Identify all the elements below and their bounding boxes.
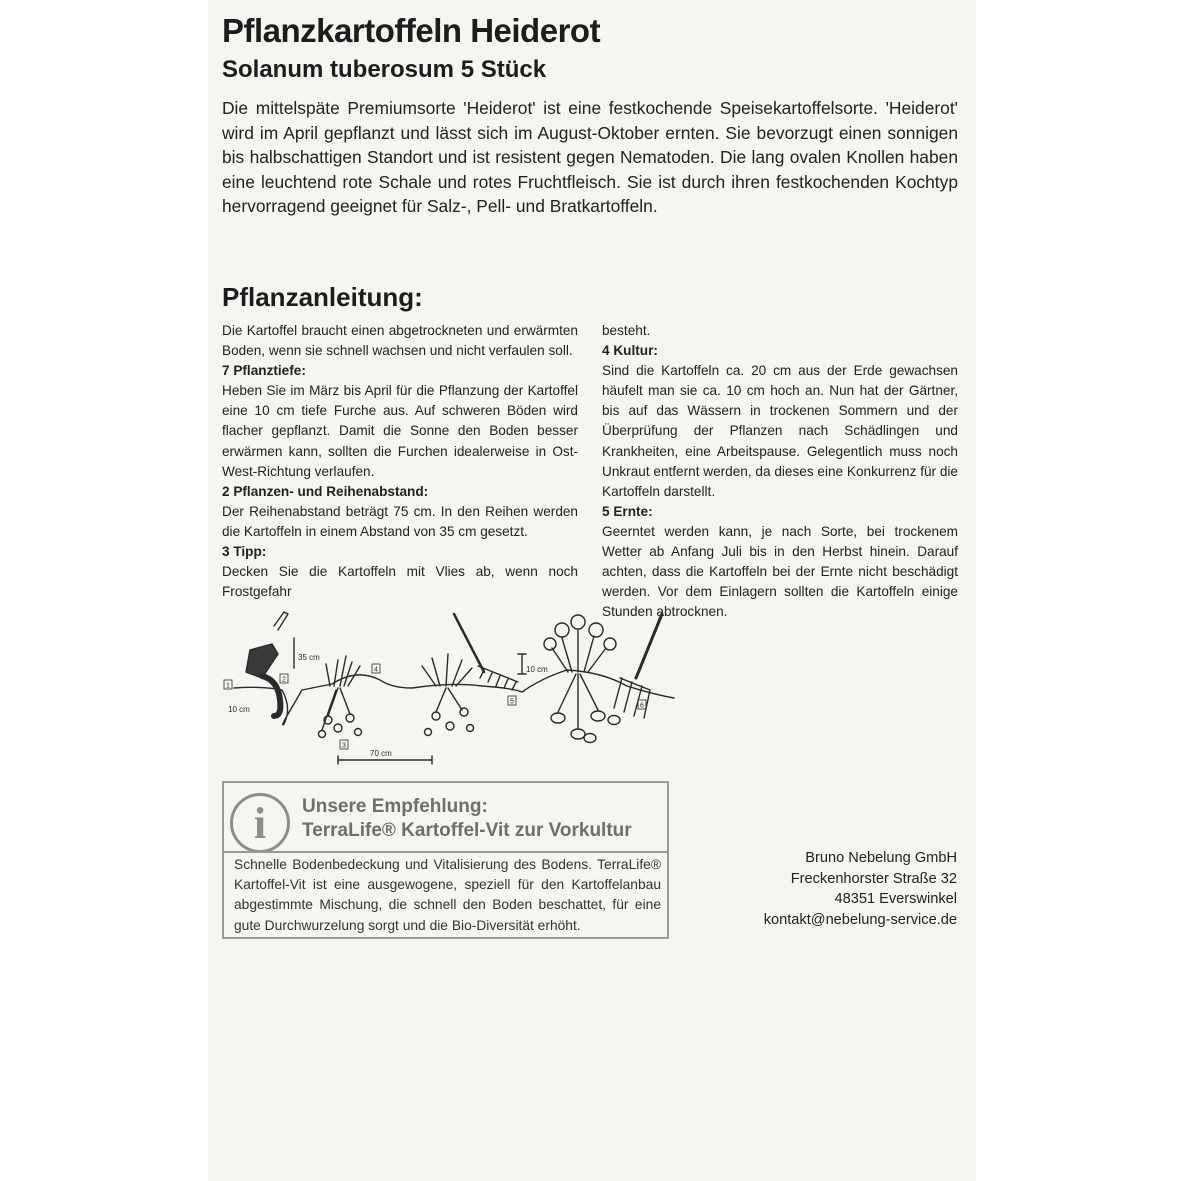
dimension-label-10cm-left: 10 cm — [228, 705, 250, 714]
recommendation-heading: Unsere Empfehlung: — [302, 796, 488, 817]
section-text-tipp-part2: besteht. — [602, 323, 651, 338]
company-name: Bruno Nebelung GmbH — [805, 850, 957, 866]
planting-illustration — [222, 608, 682, 776]
step-marker-2: 2 — [282, 676, 286, 684]
section-text-kultur: Sind die Kartoffeln ca. 20 cm aus der Erde gewachsen häufelt man sie ca. 10 cm hoch an. Nun hat der Gärtner, bis auf das Wässern in trockenen Sommern und der Überprüfung der Pflanzen nach Schädlingen und Krankheiten, eine Arbeitspause. Gelegentlich muss noch Unkraut entfernt werden, da dieses eine Konkurrenz für die Kartoffeln darstellt. — [602, 363, 958, 499]
step-marker-5: 5 — [510, 698, 514, 706]
dimension-label-70cm: 70 cm — [370, 749, 392, 758]
step-marker-3: 3 — [342, 742, 346, 750]
recommendation-divider — [224, 851, 667, 853]
section-text-abstand: Der Reihenabstand beträgt 75 cm. In den Reihen werden die Kartoffeln in einem Abstand von 35 cm gesetzt. — [222, 503, 578, 539]
company-street: Freckenhorster Straße 32 — [790, 870, 957, 887]
section-heading-tipp: 3 Tipp: — [222, 544, 267, 560]
product-title: Pflanzkartoffeln Heiderot — [222, 12, 601, 49]
section-heading-pflanztiefe: 7 Pflanztiefe: — [222, 363, 306, 379]
recommendation-text: Schnelle Bodenbedeckung und Vitalisierung des Bodens. TerraLife® Kartoffel-Vit ist eine ausgewogene, speziell für den Kartoffelanbau abgestimmte Mischung, die schnell den Boden beschattet, für eine gute Durchwurzelung sorgt und die Bio-Diversität erhöht. — [234, 857, 661, 933]
section-heading-abstand: 2 Pflanzen- und Reihenabstand: — [222, 483, 429, 499]
section-text-pflanztiefe: Heben Sie im März bis April für die Pflanzung der Kartoffel eine 10 cm tiefe Furche aus. Auf schweren Böden wird flacher gepflanzt. Damit die Sonne den Boden besser erwärmen kann, sollten die Furchen idealerweise in Ost-West-Richtung verlaufen. — [222, 383, 578, 479]
instructions-column-left — [222, 321, 578, 602]
section-heading-kultur: 4 Kultur: — [602, 343, 658, 359]
product-description: Die mittelspäte Premiumsorte 'Heiderot' ist eine festkochende Speisekartoffelsorte. 'Heiderot' wird im April gepflanzt und lässt sich im August-Oktober ernten. Sie bevorzugt einen sonnigen bis halbschattigen Standort und ist resistent gegen Nematoden. Die lang ovalen Knollen haben eine leuchtend rote Schale und rotes Fruchtfleisch. Sie ist durch ihren festkochenden Kochtyp hervorragend geeignet für Salz-, Pell- und Bratkartoffeln. — [222, 98, 958, 216]
dimension-label-35cm: 35 cm — [298, 653, 320, 662]
company-email: kontakt@nebelung-service.de — [763, 911, 957, 928]
info-icon: i — [230, 793, 290, 853]
recommendation-product: TerraLife® Kartoffel-Vit zur Vorkultur — [302, 820, 632, 841]
section-text-ernte: Geerntet werden kann, je nach Sorte, bei trockenem Wetter ab Anfang Juli bis in den Herbst hinein. Darauf achten, dass die Kartoffeln bei der Ernte nicht beschädigt werden. Vor dem Einlagern sollten die Kartoffeln einige Stunden abtrocknen. — [602, 523, 958, 620]
instructions-heading: Pflanzanleitung: — [222, 282, 423, 312]
recommendation-box — [222, 781, 669, 939]
dimension-label-10cm-right: 10 cm — [526, 665, 548, 674]
company-city: 48351 Everswinkel — [834, 891, 957, 907]
product-subtitle: Solanum tuberosum 5 Stück — [222, 56, 547, 83]
section-heading-ernte: 5 Ernte: — [602, 503, 653, 519]
step-marker-6: 6 — [640, 702, 644, 710]
instructions-column-right — [602, 321, 958, 622]
section-text-tipp-part1: Decken Sie die Kartoffeln mit Vlies ab, wenn noch Frostgefahr — [222, 564, 578, 600]
company-address — [764, 848, 957, 930]
step-marker-4: 4 — [374, 666, 378, 674]
step-marker-1: 1 — [226, 682, 230, 690]
instructions-intro: Die Kartoffel braucht einen abgetrockneten und erwärmten Boden, wenn sie schnell wachsen und nicht verfaulen soll. — [222, 323, 578, 359]
